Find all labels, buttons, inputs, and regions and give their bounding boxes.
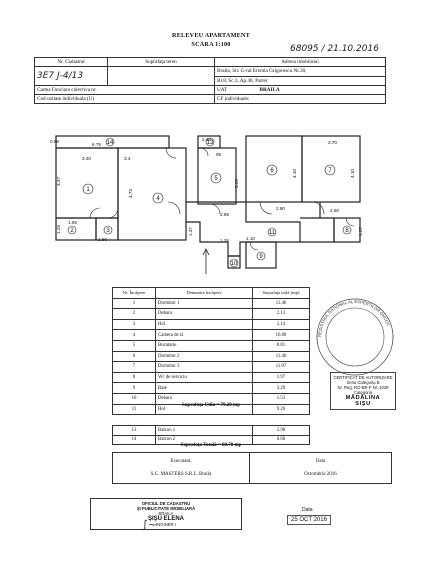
executant-value: S.C. MASTERS S.R.L. Braila: [150, 472, 212, 477]
date-label: Data: [315, 459, 326, 464]
cadastral-table: [34, 57, 386, 104]
document-title: RELEVEU APARTAMENT: [172, 32, 250, 39]
dim-165: 1.65: [68, 220, 77, 225]
address-label: Adresa imobilului: [215, 58, 386, 67]
table-row: 6 Dormitor 2 11.46: [113, 351, 310, 362]
cod-unitate-label: Cod unitate individuala (U): [35, 95, 215, 104]
address-line-2: Bl.8, Sc.3, Ap.48, Parter: [215, 76, 386, 86]
floor-plan: [50, 132, 366, 278]
dim-675: 6.75: [92, 142, 101, 147]
rooms-table: [112, 287, 310, 415]
date-cell: [250, 453, 392, 484]
land-area-label: Suprafaţa teren: [108, 58, 215, 67]
dim-337: 3.37: [56, 177, 61, 186]
table-row: 13 Balcon 1 2.98: [113, 426, 310, 436]
oncgc-round-stamp: [312, 297, 398, 377]
received-date-stamp: 25 OCT 2016: [287, 515, 331, 525]
received-date-label: Data: [302, 507, 313, 513]
land-area-value: [108, 67, 215, 86]
dim-248: 2.48: [202, 137, 211, 142]
room-number-5: 5: [214, 176, 218, 182]
room-number-1: 1: [86, 187, 90, 193]
dim-340: 3.40: [82, 156, 91, 161]
table-row: 8 Wc de serviciu 1.97: [113, 372, 310, 383]
room-number-4: 4: [156, 196, 160, 202]
ocpi-stamp: OFICIUL DE CADASTRU ŞI PUBLICITATE IMOBILIARĂ BRAILA ŞIŞU ELENA INGINER I: [90, 498, 242, 530]
carte-funciara-label: Cartea Funciara colectiva nr.: [35, 86, 215, 95]
room-number-13: 13: [206, 140, 214, 146]
table-row: 2 Debara 2.13: [113, 309, 310, 320]
cadastral-number-value: 3E7 J-4/13: [35, 67, 108, 86]
dim-325: 3.25: [234, 179, 239, 188]
rooms-header-name: Denumire încăpere: [156, 288, 253, 299]
table-row: 9 Baie 3.29: [113, 383, 310, 394]
dim-125: 1.25: [220, 238, 229, 243]
cf-individual-label: CF individuale:: [215, 95, 386, 104]
total-area-label: Suprafaţa Totală = 88.78 mp: [180, 443, 242, 448]
executant-cell: [113, 453, 250, 484]
oncgc-certificate-stamp: CERTIFICAT DE AUTORIZARE Seria Categoria B Nr. Reg. RO-BR-F Nr. 1029 Categoria MĂDĂLINA SIŞU: [330, 372, 396, 410]
table-row: 5 Bucatarie 8.81: [113, 340, 310, 351]
room-number-10: 10: [230, 261, 238, 267]
room-6-outline: [246, 136, 302, 202]
dim-280a: 2.80: [276, 206, 285, 211]
dim-137: 1.37: [188, 227, 193, 236]
ocpi-signature: ∫~: [142, 518, 157, 531]
dim-473: 4.73: [128, 189, 133, 198]
room-number-6: 6: [270, 168, 274, 174]
rooms-header-number: Nr. Încăpere: [113, 288, 156, 299]
table-row: 4 Camera de zi 16.08: [113, 330, 310, 341]
table-row: 14 Balcon 2 6.60: [113, 435, 310, 445]
useful-area-label: Suprafaţa Utila = 79.20 mp: [182, 403, 240, 408]
dim-127: 1.27: [358, 227, 363, 236]
executant-label: Executant,: [170, 459, 192, 464]
table-row: 10 Debara 1.53: [113, 393, 310, 404]
room-number-8: 8: [345, 228, 349, 234]
table-row: 11 Hol 9.26: [113, 404, 310, 415]
dim-129: 1.29: [56, 225, 61, 234]
dim-410b: 4.10: [350, 169, 355, 178]
dim-110: 1.10: [246, 236, 255, 241]
room-number-9: 9: [259, 254, 263, 260]
table-row: 3 Hol 2.14: [113, 319, 310, 330]
dim-285: 2.85: [220, 212, 229, 217]
dim-166: 1.66: [98, 237, 107, 242]
address-line-1: Braila, Str. G-ral Eremia Grigorescu Nr.30,: [215, 67, 386, 77]
room-number-2: 2: [70, 228, 74, 234]
date-value: Octombrie 2016: [304, 472, 337, 477]
table-row: 1 Dormitor 1 11.46: [113, 298, 310, 309]
svg-text:REGISTRUL NATIONAL AL EXPERTIL: [317, 299, 391, 337]
handwritten-reference: 68095 / 21.10.2016: [290, 44, 379, 54]
room-number-14: 14: [106, 140, 114, 146]
dim-270: 2.70: [328, 140, 337, 145]
document-scale: SCARA 1:100: [191, 41, 231, 48]
uat-cell: UAT BRAILA: [215, 86, 386, 95]
room-number-3: 3: [106, 228, 110, 234]
rooms-header-area: Suprafaţa utilă (mp): [253, 288, 310, 299]
dim-088: 0.88: [50, 139, 59, 144]
oncgc-ring-text: REGISTRUL NATIONAL AL EXPERTILOR ONCGC: [316, 298, 392, 338]
dim-280b: 2.80: [330, 208, 339, 213]
footer-table: [112, 452, 392, 484]
dim-34: 3.4: [124, 156, 131, 161]
room-number-11: 11: [268, 230, 276, 236]
dim-410a: 4.10: [292, 169, 297, 178]
cadastral-number-label: Nr. Cadastral: [35, 58, 108, 67]
dim-95: 95: [216, 152, 222, 157]
table-row: 7 Dormitor 3 11.07: [113, 362, 310, 373]
room-number-7: 7: [328, 168, 332, 174]
